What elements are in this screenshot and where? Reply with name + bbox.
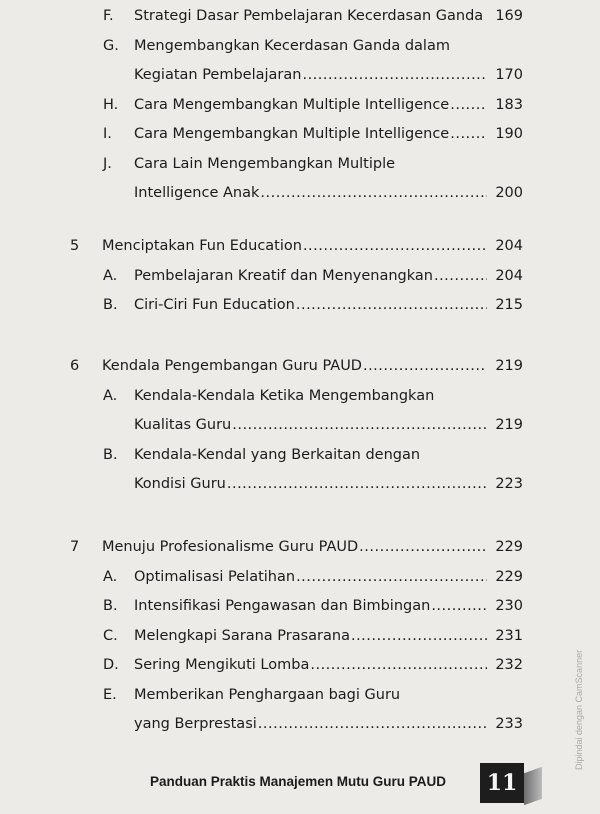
toc-entry-page: 169 xyxy=(495,8,523,24)
leader-dots xyxy=(310,653,487,677)
toc-entry-text: Mengembangkan Kecerdasan Ganda dalam xyxy=(134,37,450,54)
chapter-number: 5 xyxy=(70,238,80,254)
chapter-number: 6 xyxy=(70,358,80,374)
leader-dots xyxy=(431,594,487,618)
toc-entry xyxy=(134,4,523,28)
leader-dots xyxy=(359,535,487,559)
toc-entry xyxy=(134,181,523,205)
chapter-entry xyxy=(102,535,523,559)
item-letter: E. xyxy=(103,686,117,703)
item-letter: C. xyxy=(103,627,118,644)
toc-entry-text: Cara Mengembangkan Multiple Intelligence xyxy=(134,96,450,113)
toc-entry-text: Cara Lain Mengembangkan Multiple xyxy=(134,155,396,172)
toc-entry-page: 200 xyxy=(495,185,523,201)
toc-entry xyxy=(134,443,523,467)
toc-entry-text: Intensifikasi Pengawasan dan Bimbingan xyxy=(134,598,431,614)
leader-dots xyxy=(227,472,487,496)
toc-entry-text: Sering Mengikuti Lomba xyxy=(134,657,310,673)
toc-entry xyxy=(134,63,523,87)
leader-dots xyxy=(450,93,487,117)
toc-entry-page: 230 xyxy=(495,598,523,614)
chapter-entry xyxy=(102,354,523,378)
toc-entry xyxy=(134,712,523,736)
toc-entry-page: 229 xyxy=(495,568,523,585)
page-number: 11 xyxy=(480,763,524,803)
item-letter: A. xyxy=(103,267,118,284)
item-letter: F. xyxy=(103,8,114,24)
leader-dots xyxy=(450,122,487,146)
item-letter: B. xyxy=(103,297,118,313)
toc-entry xyxy=(134,93,523,117)
toc-entry xyxy=(134,122,523,146)
toc-entry-page: 232 xyxy=(495,657,523,673)
toc-entry-text: Strategi Dasar Pembelajaran Kecerdasan Ganda xyxy=(134,8,484,24)
item-letter: A. xyxy=(103,387,118,404)
toc-entry xyxy=(134,565,523,589)
chapter-entry-text: Kendala Pengembangan Guru PAUD xyxy=(102,358,362,374)
leader-dots xyxy=(303,234,487,258)
toc-entry xyxy=(134,594,523,618)
toc-entry-text: Kondisi Guru xyxy=(134,476,226,492)
toc-entry-page: 215 xyxy=(495,297,523,313)
chapter-entry-text: Menciptakan Fun Education xyxy=(102,238,302,254)
toc-entry-text: Intelligence Anak xyxy=(134,185,260,201)
leader-dots xyxy=(363,354,487,378)
toc-entry-page: 204 xyxy=(495,267,523,284)
chapter-entry-page: 219 xyxy=(495,358,523,374)
toc-entry xyxy=(134,34,523,58)
toc-entry-text: Pembelajaran Kreatif dan Menyenangkan xyxy=(134,267,433,284)
toc-entry-page: 231 xyxy=(495,627,523,644)
item-letter: B. xyxy=(103,598,118,614)
leader-dots xyxy=(232,413,487,437)
item-letter: I. xyxy=(103,126,112,142)
toc-entry xyxy=(134,152,523,176)
scanner-watermark: Dipindai dengan CamScanner xyxy=(574,649,584,770)
toc-entry-text: Cara Mengembangkan Multiple Intelligence xyxy=(134,126,450,142)
toc-entry-text: Optimalisasi Pelatihan xyxy=(134,568,296,585)
toc-entry-text: Kendala-Kendal yang Berkaitan dengan xyxy=(134,446,421,463)
chapter-entry-text: Menuju Profesionalisme Guru PAUD xyxy=(102,539,359,555)
toc-entry xyxy=(134,413,523,437)
toc-entry-text: Kendala-Kendala Ketika Mengembangkan xyxy=(134,387,435,404)
leader-dots xyxy=(296,565,487,589)
toc-entry xyxy=(134,384,523,408)
toc-entry-text: Ciri-Ciri Fun Education xyxy=(134,297,295,313)
toc-entry-page: 170 xyxy=(495,67,523,83)
toc-entry-page: 233 xyxy=(495,716,523,732)
toc-entry xyxy=(134,653,523,677)
toc-entry xyxy=(134,472,523,496)
chapter-entry-page: 229 xyxy=(495,539,523,555)
item-letter: A. xyxy=(103,568,118,585)
toc-entry-page: 190 xyxy=(495,126,523,142)
toc-entry-page: 219 xyxy=(495,417,523,433)
toc-entry-page: 223 xyxy=(495,476,523,492)
leader-dots xyxy=(296,293,487,317)
toc-entry-page: 183 xyxy=(495,96,523,113)
item-letter: B. xyxy=(103,446,118,463)
leader-dots xyxy=(434,264,487,288)
chapter-number: 7 xyxy=(70,539,80,555)
toc-entry xyxy=(134,624,523,648)
toc-entry-text: Kegiatan Pembelajaran xyxy=(134,67,302,83)
toc-entry-text: Memberikan Penghargaan bagi Guru xyxy=(134,686,401,703)
leader-dots xyxy=(351,624,487,648)
toc-entry xyxy=(134,264,523,288)
toc-entry xyxy=(134,293,523,317)
toc-entry-text: Kualitas Guru xyxy=(134,417,232,433)
page-number-shadow xyxy=(524,767,542,806)
leader-dots xyxy=(258,712,487,736)
item-letter: G. xyxy=(103,37,119,54)
item-letter: H. xyxy=(103,96,119,113)
toc-entry-text: Melengkapi Sarana Prasarana xyxy=(134,627,350,644)
chapter-entry-page: 204 xyxy=(495,238,523,254)
leader-dots xyxy=(260,181,487,205)
leader-dots xyxy=(302,63,487,87)
chapter-entry xyxy=(102,234,523,258)
toc-entry-text: yang Berprestasi xyxy=(134,716,257,732)
item-letter: J. xyxy=(103,155,112,172)
item-letter: D. xyxy=(103,657,119,673)
footer-book-title: Panduan Praktis Manajemen Mutu Guru PAUD xyxy=(150,774,447,789)
toc-entry xyxy=(134,683,523,707)
